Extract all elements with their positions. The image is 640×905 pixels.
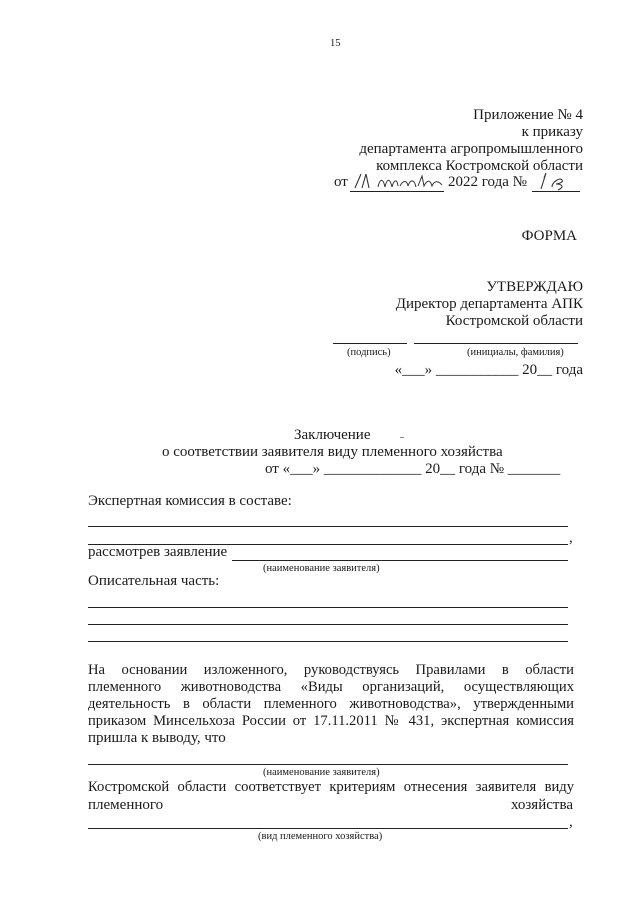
caption-applicant-1: (наименование заявителя) [263,563,380,574]
descriptive-line-2 [88,624,568,625]
farm-word: хозяйства [510,797,573,813]
descriptive-line-3 [88,641,568,642]
approve-position: Директор департамента АПК [395,296,583,312]
conclusion-title: Заключение [294,427,371,443]
handwritten-date [352,170,444,192]
paragraph-line-5: пришла к выводу, что [88,730,226,746]
approve-date-line: «___» ___________ 20__ года [394,362,583,378]
breeding-word: племенного [88,797,164,813]
conclusion-subtitle: о соответствии заявителя виду племенного хозяйства [162,444,503,460]
applicant-line-1 [232,560,568,561]
paragraph-line-3: деятельность в области племенного животноводства», утвержденными [88,696,574,712]
scan-speck [400,437,404,438]
appendix-date-middle: 2022 года № [448,174,527,190]
conclusion-date-line: от «___» _____________ 20__ года № _______ [265,461,561,477]
farm-type-comma: , [569,814,573,830]
paragraph-line-1: На основании изложенного, руководствуясь Правилами в области [88,662,574,678]
appendix-line-3: департамента агропромышленного [359,141,583,157]
appendix-line-1: Приложение № 4 [473,107,583,123]
appendix-line-2: к приказу [521,124,583,140]
caption-farm-type: (вид племенного хозяйства) [258,831,383,842]
commission-line-1 [88,526,568,527]
farm-type-line [88,828,568,829]
approve-region: Костромской области [445,313,583,329]
caption-signature: (подпись) [347,347,391,358]
form-label: ФОРМА [521,228,577,244]
descriptive-line-1 [88,607,568,608]
handwritten-number [538,170,574,192]
descriptive-heading: Описательная часть: [88,573,220,589]
signature-line [333,343,407,344]
applicant-line-2 [88,764,568,765]
paragraph-line-4: приказом Минсельхоза России от 17.11.2011 № 431, экспертная комиссия [88,713,574,729]
commission-heading: Экспертная комиссия в составе: [88,493,292,509]
caption-initials: (инициалы, фамилия) [467,347,564,358]
paragraph-line-2: племенного животноводства «Виды организаций, осуществляющих [88,679,574,695]
commission-comma: , [569,530,573,546]
kostroma-line: Костромской области соответствует критериям отнесения заявителя виду [88,779,574,795]
page-number: 15 [330,38,341,49]
caption-applicant-2: (наименование заявителя) [263,767,380,778]
approve-title: УТВЕРЖДАЮ [486,279,583,295]
appendix-line-4: комплекса Костромской области [376,158,583,174]
initials-line [414,343,578,344]
reviewed-label: рассмотрев заявление [88,544,228,560]
appendix-date-prefix: от [334,174,348,190]
